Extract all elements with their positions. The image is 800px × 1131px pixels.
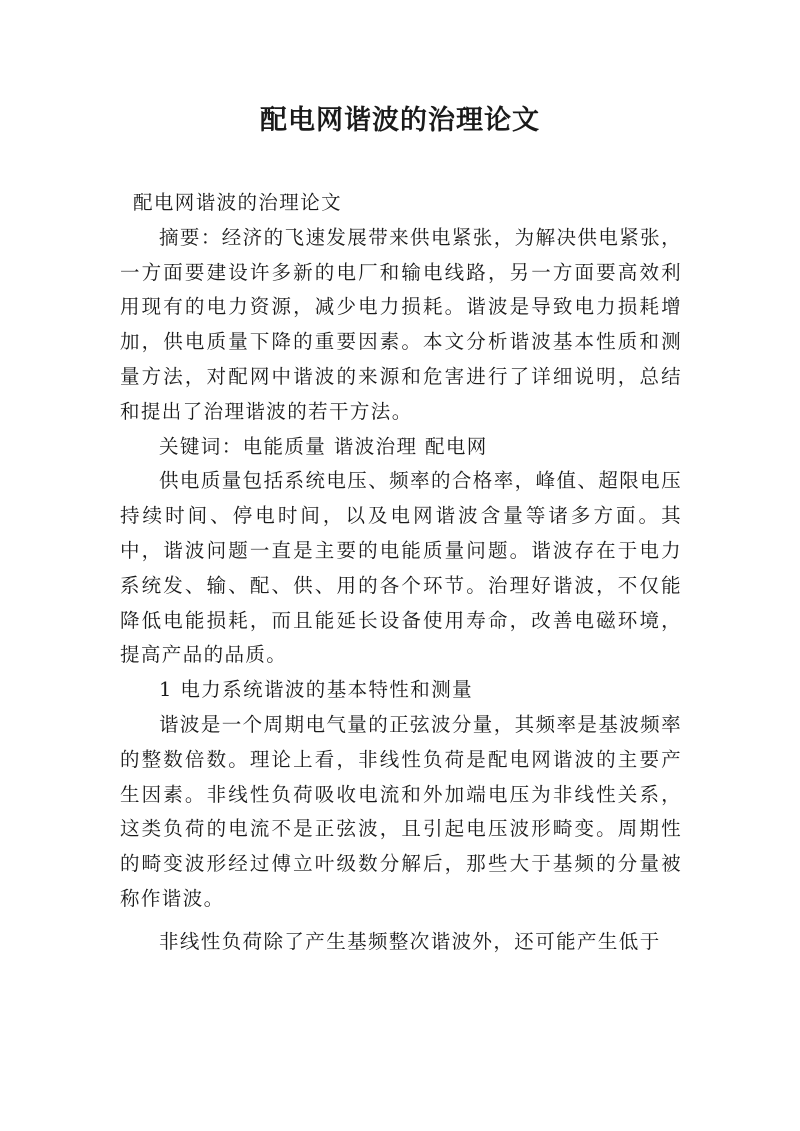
document-body — [120, 186, 682, 960]
keywords-line: 关键词：电能质量 谐波治理 配电网 — [159, 434, 488, 458]
section-1-paragraph-1: 谐波是一个周期电气量的正弦波分量，其频率是基波频率的整数倍数。理论上看，非线性负荷是配电网谐波的主要产生因素。非线性负荷吸收电流和外加端电压为非线性关系，这类负荷的电流不是正弦波，且引起电压波形畸变。周期性的畸变波形经过傅立叶级数分解后，那些大于基频的分量被称作谐波。 — [120, 712, 682, 910]
section-1-heading: 1 电力系统谐波的基本特性和测量 — [159, 678, 474, 702]
document-subtitle: 配电网谐波的治理论文 — [133, 191, 343, 214]
document-title: 配电网谐波的治理论文 — [260, 105, 540, 136]
section-1-paragraph-2: 非线性负荷除了产生基频整次谐波外，还可能产生低于 — [159, 929, 661, 953]
abstract-paragraph: 摘要：经济的飞速发展带来供电紧张，为解决供电紧张，一方面要建设许多新的电厂和输电线路，另一方面要高效利用现有的电力资源，减少电力损耗。谐波是导致电力损耗增加，供电质量下降的重要因素。本文分析谐波基本性质和测量方法，对配网中谐波的来源和危害进行了详细说明，总结和提出了治理谐波的若干方法。 — [120, 225, 682, 423]
intro-paragraph: 供电质量包括系统电压、频率的合格率，峰值、超限电压持续时间、停电时间，以及电网谐波含量等诸多方面。其中，谐波问题一直是主要的电能质量问题。谐波存在于电力系统发、输、配、供、用的各个环节。治理好谐波，不仅能降低电能损耗，而且能延长设备使用寿命，改善电磁环境，提高产品的品质。 — [120, 469, 682, 667]
